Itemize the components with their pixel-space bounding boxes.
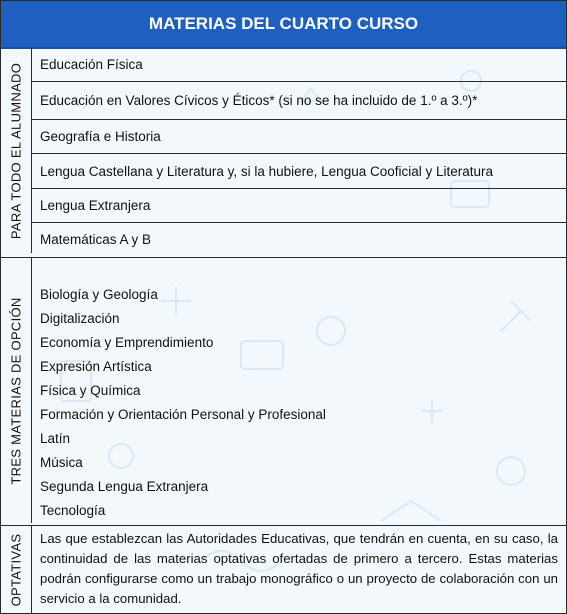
section-optativas: [1, 526, 566, 613]
list-item: Digitalización: [40, 311, 120, 326]
subject-list: [32, 48, 566, 253]
section-label: PARA TODO EL ALUMNADO: [8, 62, 24, 239]
list-item: Economía y Emprendimiento: [40, 335, 214, 350]
list-item: Expresión Artística: [40, 359, 152, 374]
section-divider: [1, 257, 566, 258]
subject-row: Educación Física: [32, 48, 566, 82]
section-label-cell: [1, 258, 32, 523]
table-header: [1, 1, 566, 49]
subject-row: Matemáticas A y B: [40, 232, 152, 247]
subject-row: Geografía e Historia: [32, 120, 566, 154]
table-title: MATERIAS DEL CUARTO CURSO: [148, 14, 419, 33]
list-item: Biología y Geología: [40, 287, 158, 302]
optativas-text: Las que establezcan las Autoridades Educativas, que tendrán en cuenta, en su caso, la continuidad de las materias optativas ofertadas de primero a tercero. Estas materias podrán configurarse como un trabajo monográfico o un proyecto de colaboración con un servicio a la comunidad.: [40, 531, 558, 606]
list-item: Formación y Orientación Personal y Profesional: [40, 407, 326, 422]
list-item: Tecnología: [40, 503, 106, 518]
optativas-content: [32, 526, 566, 613]
subject-row: Lengua Castellana y Literatura y, si la hubiere, Lengua Cooficial y Literatura: [32, 154, 566, 189]
section-divider: [1, 525, 566, 526]
subject-row: Lengua Extranjera: [32, 189, 566, 223]
section-materias-opcion: [1, 258, 566, 523]
list-item: Música: [40, 455, 83, 470]
subject-row: Educación en Valores Cívicos y Éticos* (si no se ha incluido de 1.º a 3.º)*: [32, 82, 566, 120]
section-label: OPTATIVAS: [8, 533, 24, 606]
list-item: Segunda Lengua Extranjera: [40, 479, 209, 494]
list-item: Física y Química: [40, 383, 141, 398]
section-label: TRES MATERIAS DE OPCIÓN: [8, 296, 24, 485]
list-item: Latín: [40, 431, 71, 446]
section-label-cell: [1, 48, 32, 253]
subject-list: [32, 258, 566, 523]
section-label-cell: [1, 526, 32, 613]
section-todo-alumnado: [1, 48, 566, 253]
